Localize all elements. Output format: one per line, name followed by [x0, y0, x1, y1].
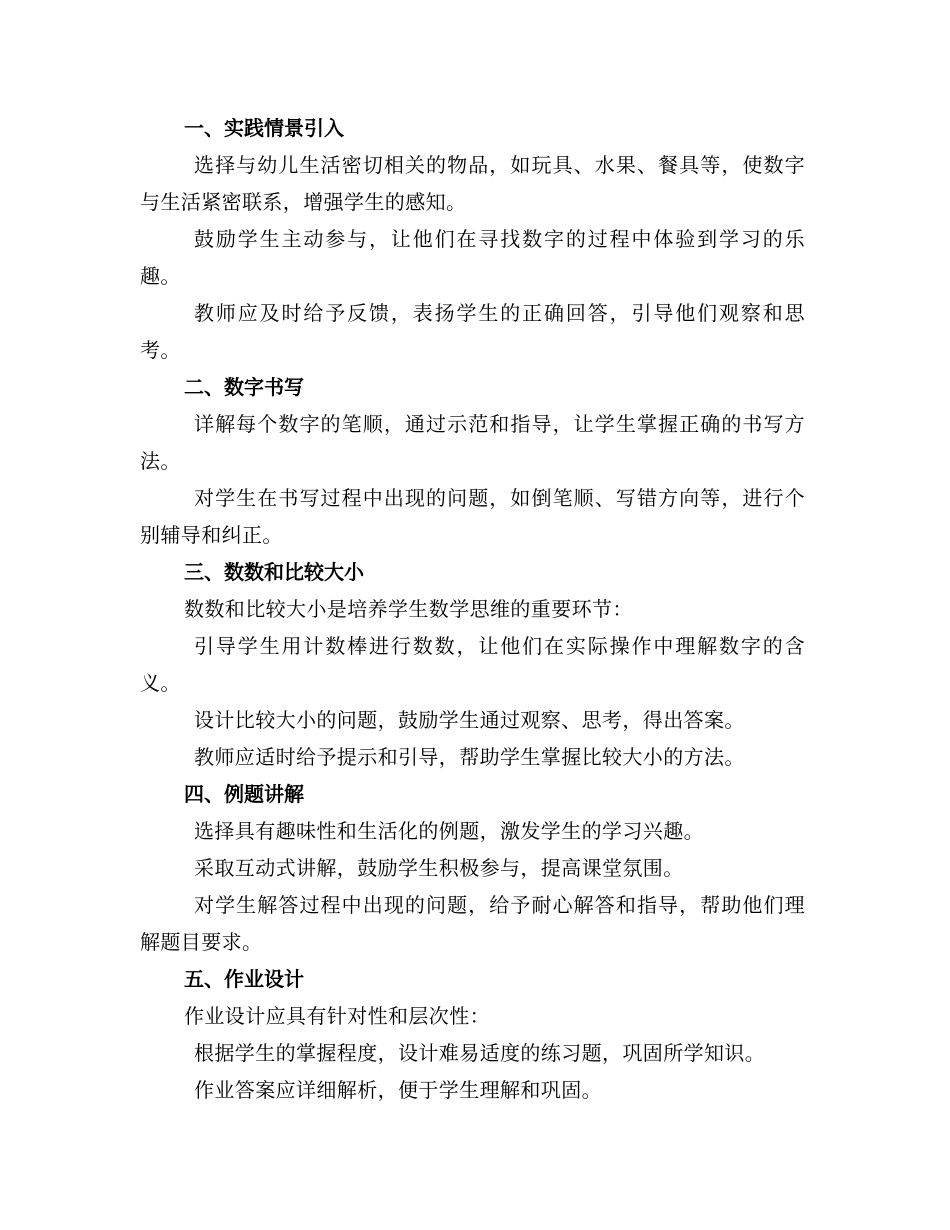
paragraph: 对学生在书写过程中出现的问题，如倒笔顺、写错方向等，进行个别辅导和纠正。	[140, 486, 805, 547]
section-intro: 数数和比较大小是培养学生数学思维的重要环节：	[184, 597, 633, 621]
paragraph: 选择与幼儿生活密切相关的物品，如玩具、水果、餐具等，使数字与生活紧密联系，增强学生的感知。	[140, 153, 805, 214]
section-heading: 五、作业设计	[184, 967, 304, 991]
section-heading: 二、数字书写	[184, 375, 304, 399]
paragraph: 教师应适时给予提示和引导，帮助学生掌握比较大小的方法。	[194, 745, 745, 769]
paragraph: 教师应及时给予反馈，表扬学生的正确回答，引导他们观察和思考。	[140, 301, 805, 362]
section-heading: 一、实践情景引入	[184, 116, 344, 140]
paragraph: 作业答案应详细解析，便于学生理解和巩固。	[194, 1078, 602, 1102]
paragraph: 设计比较大小的问题，鼓励学生通过观察、思考，得出答案。	[194, 708, 745, 732]
paragraph: 鼓励学生主动参与，让他们在寻找数字的过程中体验到学习的乐趣。	[140, 227, 805, 288]
section-heading: 三、数数和比较大小	[184, 560, 364, 584]
section-heading: 四、例题讲解	[184, 782, 304, 806]
paragraph: 对学生解答过程中出现的问题，给予耐心解答和指导，帮助他们理解题目要求。	[140, 893, 805, 954]
paragraph: 选择具有趣味性和生活化的例题，激发学生的学习兴趣。	[194, 819, 704, 843]
paragraph: 详解每个数字的笔顺，通过示范和指导，让学生掌握正确的书写方法。	[140, 412, 805, 473]
paragraph: 采取互动式讲解，鼓励学生积极参与，提高课堂氛围。	[194, 856, 684, 880]
paragraph: 引导学生用计数棒进行数数，让他们在实际操作中理解数字的含义。	[140, 634, 805, 695]
document-body	[140, 110, 805, 1109]
paragraph: 根据学生的掌握程度，设计难易适度的练习题，巩固所学知识。	[194, 1041, 766, 1065]
section-intro: 作业设计应具有针对性和层次性：	[184, 1004, 490, 1028]
